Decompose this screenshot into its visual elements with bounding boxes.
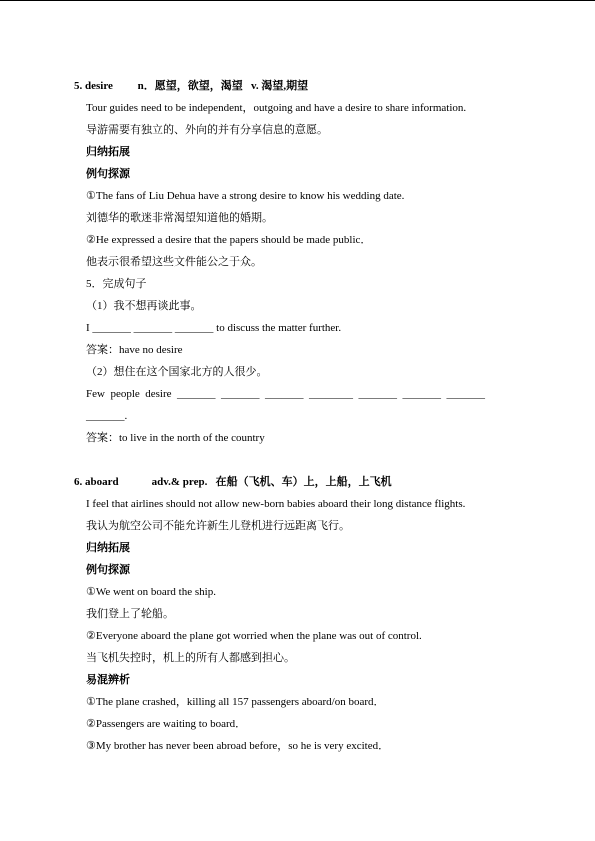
section5-expand-label: 归纳拓展 [86,146,130,158]
section6-confuse-1: ①The plane crashed，killing all 157 passengers aboard/on board． [86,696,385,708]
section6-ex2-zh: 当飞机失控时，机上的所有人都感到担心。 [86,652,295,664]
section5-q1-zh: （1）我不想再谈此事。 [86,300,202,312]
section6-heading: 6. aboard adv.& prep. 在船（飞机、车）上，上船，上飞机 [74,476,392,488]
section6-expand-label: 归纳拓展 [86,542,130,554]
section6-confuse-2: ②Passengers are waiting to board． [86,718,247,730]
section6-example-zh: 我认为航空公司不能允许新生儿登机进行远距离飞行。 [86,520,350,532]
section5-ex2-en: ②He expressed a desire that the papers should be made public． [86,234,372,246]
page-top-border [0,0,595,1]
section5-ex1-en: ①The fans of Liu Dehua have a strong desire to know his wedding date. [86,190,405,202]
section5-q2-zh: （2）想住在这个国家北方的人很少。 [86,366,268,378]
section5-q2-en: Few people desire _______ _______ _______ ________ _______ _______ _______ [86,388,486,400]
section5-example-zh: 导游需要有独立的、外向的并有分享信息的意愿。 [86,124,328,136]
section6-confuse-3: ③My brother has never been abroad before，so he is very excited． [86,740,390,752]
section5-answer2: 答案：to live in the north of the country [86,432,265,444]
section6-ex1-zh: 我们登上了轮船。 [86,608,174,620]
section6-ex1-en: ①We went on board the ship. [86,586,216,598]
section5-ex1-zh: 刘德华的歌迷非常渴望知道他的婚期。 [86,212,273,224]
section6-ex2-en: ②Everyone aboard the plane got worried when the plane was out of control. [86,630,422,642]
section5-explore-label: 例句探源 [86,168,130,180]
section5-ex2-zh: 他表示很希望这些文件能公之于众。 [86,256,262,268]
section5-example-en: Tour guides need to be independent，outgoing and have a desire to share information. [86,102,467,114]
section5-heading: 5. desire n．愿望，欲望，渴望 v. 渴望,期望 [74,80,309,92]
section5-q1-en: I _______ _______ _______ to discuss the matter further. [86,322,342,334]
section6-explore-label: 例句探源 [86,564,130,576]
section6-example-en: I feel that airlines should not allow new-born babies aboard their long distance flights. [86,498,466,510]
section6-confuse-label: 易混辨析 [86,674,130,686]
section5-q2-en-cont: _______. [86,410,128,422]
section5-answer1: 答案：have no desire [86,344,183,356]
section5-exercise-title: 5．完成句子 [86,278,147,290]
